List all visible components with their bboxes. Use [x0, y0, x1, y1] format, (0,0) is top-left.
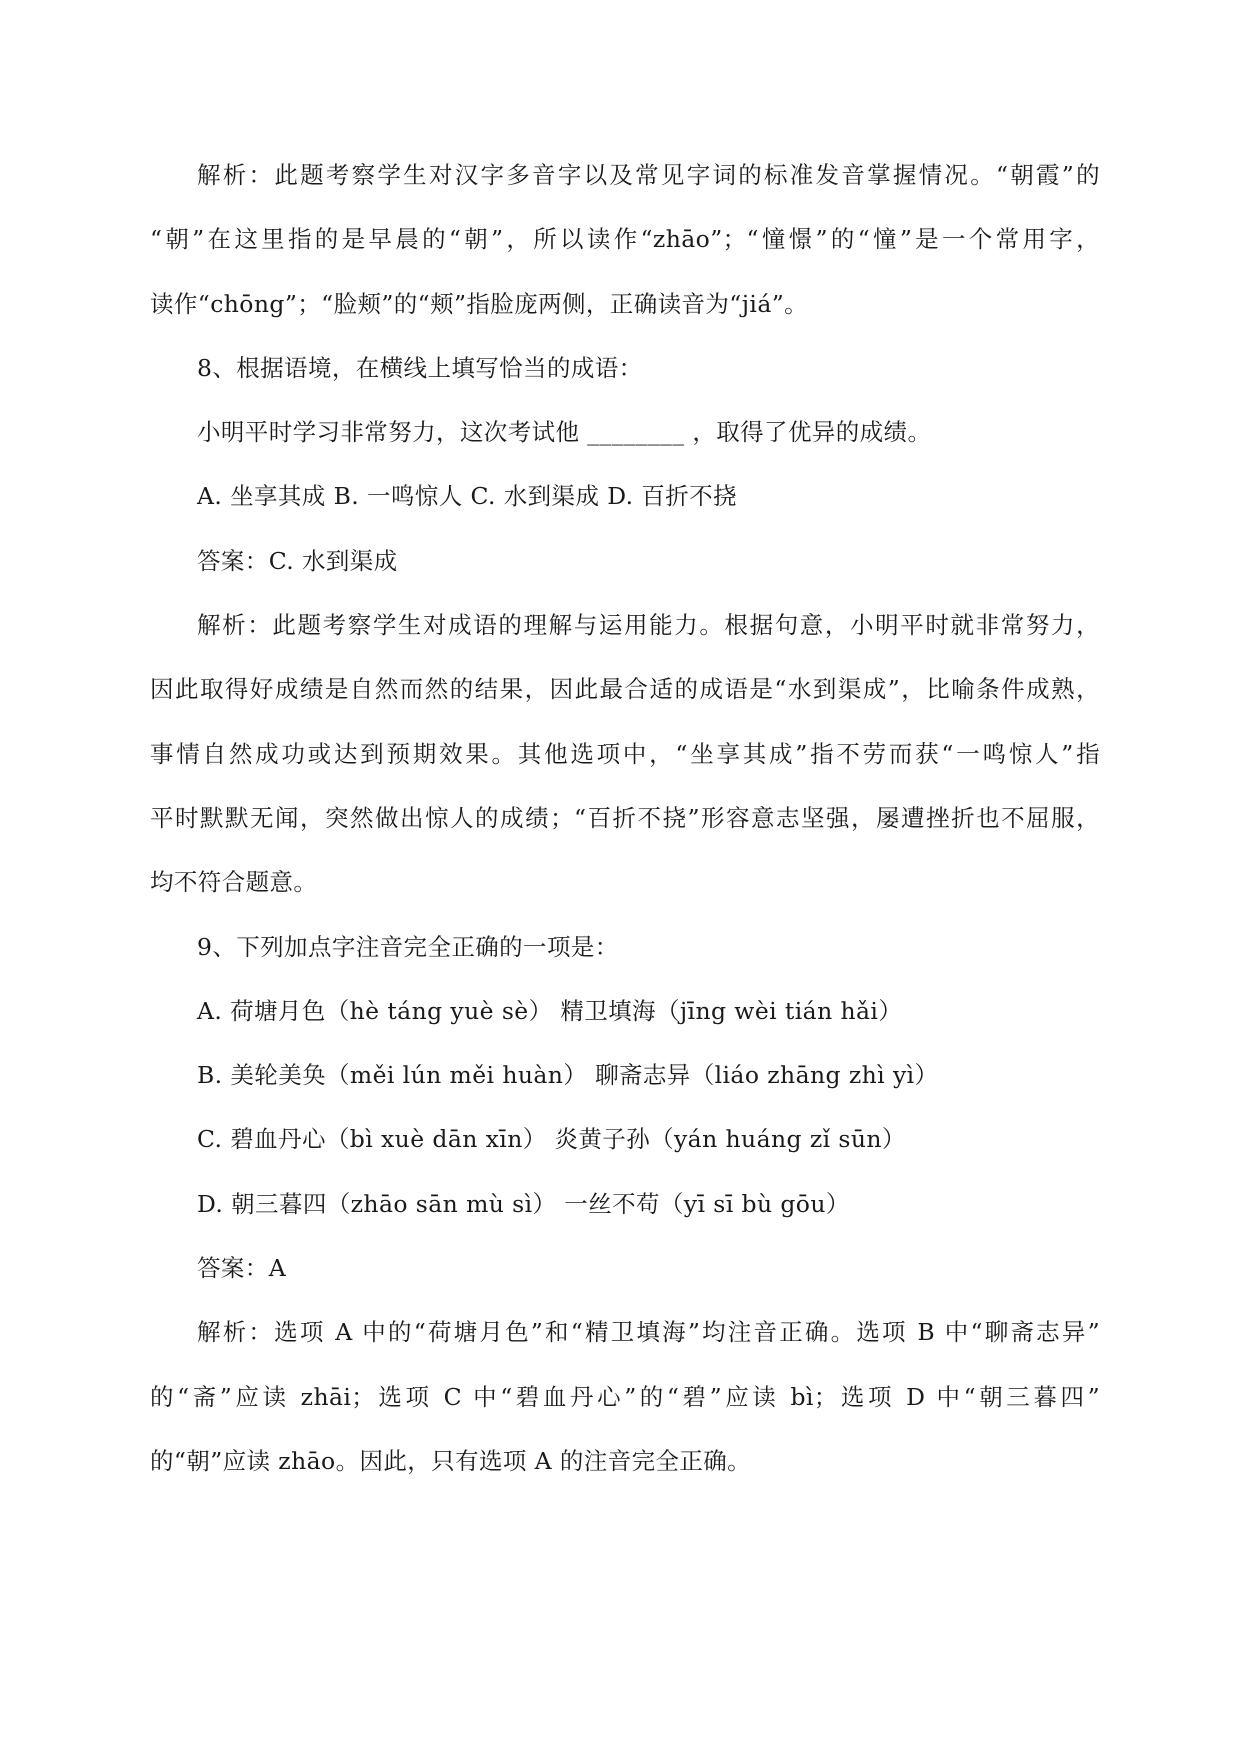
q9-analysis-line-1: 解析：选项 A 中的“荷塘月色”和“精卫填海”均注音正确。选项 B 中“聊斋志异” — [197, 1318, 1100, 1347]
q7-analysis-line-1: 解析：此题考察学生对汉字多音字以及常见字词的标准发音掌握情况。“朝霞”的 — [197, 161, 1100, 189]
q8-analysis-line-4: 平时默默无闻，突然做出惊人的成绩；“百折不挠”形容意志坚强，屡遭挫折也不屈服， — [150, 803, 1100, 832]
q7-analysis-line-2: “朝”在这里指的是早晨的“朝”，所以读作“zhāo”；“憧憬”的“憧”是一个常用字， — [150, 225, 1100, 254]
q9-option-b: B. 美轮美奂（měi lún měi huàn） 聊斋志异（liáo zhāng zhì yì） — [197, 1061, 939, 1090]
q9-analysis-line-3: 的“朝”应读 zhāo。因此，只有选项 A 的注音完全正确。 — [150, 1446, 752, 1475]
q9-analysis-line-2: 的“斋”应读 zhāi；选项 C 中“碧血丹心”的“碧”应读 bì；选项 D 中“朝三暮四” — [150, 1382, 1100, 1411]
q8-analysis-line-5: 均不符合题意。 — [150, 868, 318, 897]
q8-question: 8、根据语境，在横线上填写恰当的成语： — [197, 353, 643, 382]
q8-sentence: 小明平时学习非常努力，这次考试他 ________ ，取得了优异的成绩。 — [197, 418, 932, 447]
q8-answer: 答案：C. 水到渠成 — [197, 546, 398, 575]
q8-analysis-line-2: 因此取得好成绩是自然而然的结果，因此最合适的成语是“水到渠成”，比喻条件成熟， — [150, 675, 1100, 704]
q8-options: A. 坐享其成 B. 一鸣惊人 C. 水到渠成 D. 百折不挠 — [197, 482, 737, 511]
q8-analysis-line-1: 解析：此题考察学生对成语的理解与运用能力。根据句意，小明平时就非常努力， — [197, 611, 1100, 640]
q8-analysis-line-3: 事情自然成功或达到预期效果。其他选项中，“坐享其成”指不劳而获“一鸣惊人”指 — [150, 739, 1100, 768]
document-page — [150, 143, 1100, 1493]
q9-answer: 答案：A — [197, 1254, 287, 1283]
q9-option-d: D. 朝三暮四（zhāo sān mù sì） 一丝不苟（yī sī bù gōu） — [197, 1189, 850, 1218]
q9-question: 9、下列加点字注音完全正确的一项是： — [197, 932, 619, 961]
q9-option-c: C. 碧血丹心（bì xuè dān xīn） 炎黄子孙（yán huáng zǐ sūn） — [197, 1125, 906, 1154]
q7-analysis-line-3: 读作“chōng”；“脸颊”的“颊”指脸庞两侧，正确读音为“jiá”。 — [150, 289, 809, 318]
q9-option-a: A. 荷塘月色（hè táng yuè sè） 精卫填海（jīng wèi tián hǎi） — [197, 996, 903, 1025]
